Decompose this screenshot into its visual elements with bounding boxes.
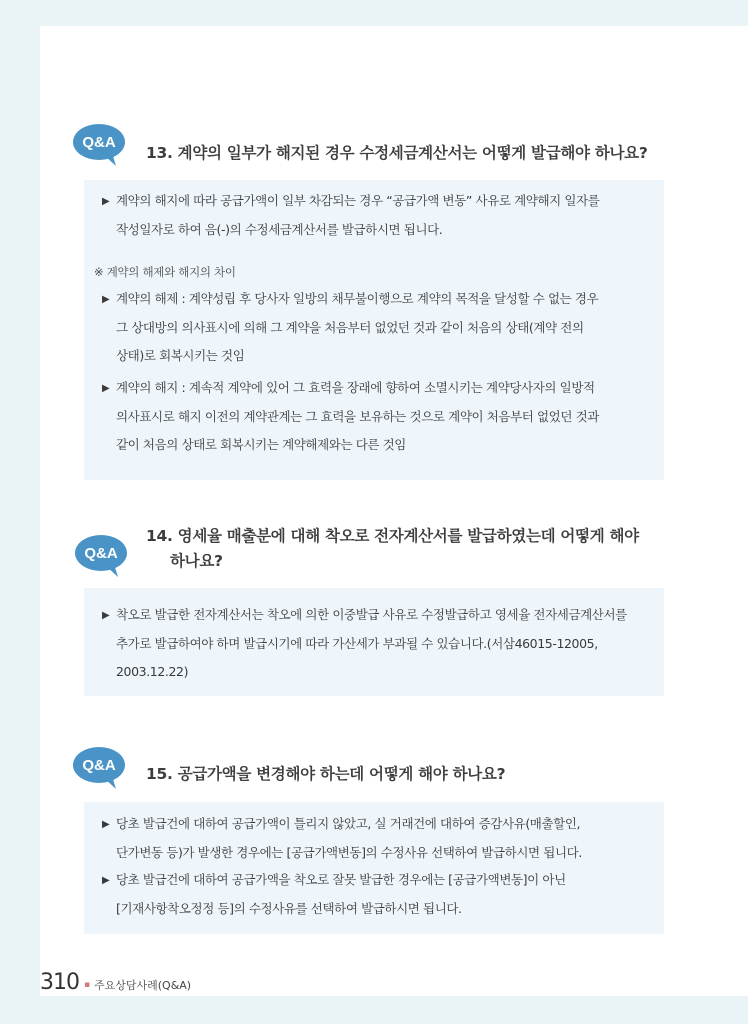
- triangle-bullet-icon: ▶: [102, 875, 110, 886]
- qa-badge-label: Q&A: [82, 134, 116, 151]
- triangle-bullet-icon: ▶: [102, 196, 110, 207]
- answer-15-paragraph-2: ▶ 당초 발급건에 대하여 공급가액을 착오로 잘못 발급한 경우에는 [공급가액변동]이 아닌 [기재사항착오정정 등]의 수정사유를 선택하여 발급하시면 됩니다.: [102, 866, 657, 923]
- triangle-bullet-icon: ▶: [102, 383, 110, 394]
- page-number: 310: [40, 970, 79, 995]
- qa-badge-label: Q&A: [84, 545, 118, 562]
- footer-section-title: 주요상담사례(Q&A): [94, 979, 192, 992]
- question-title-13: 13. 계약의 일부가 해지된 경우 수정세금계산서는 어떻게 발급해야 하나요?: [146, 144, 648, 162]
- qa-badge-speech-bubble-icon: [72, 745, 130, 787]
- qa-badge-label: Q&A: [82, 757, 116, 774]
- triangle-bullet-icon: ▶: [102, 819, 110, 830]
- note-heading: ※ 계약의 해제와 해지의 차이: [94, 265, 236, 279]
- qa-badge-speech-bubble-icon: [74, 533, 132, 575]
- answer-13-paragraph-2: ▶ 계약의 해제 : 계약성립 후 당사자 일방의 채무불이행으로 계약의 목적을 달성할 수 없는 경우 그 상대방의 의사표시에 의해 그 계약을 처음부터 없었던 것과 같이 처음의 상태(계약 전의 상태)로 회복시키는 것임: [102, 285, 657, 370]
- answer-14-paragraph-1: ▶ 착오로 발급한 전자계산서는 착오에 의한 이중발급 사유로 수정발급하고 영세율 전자세금계산서를 추가로 발급하여야 하며 발급시기에 따라 가산세가 부과될 수 있습니다.(서삼46015-12005, 2003.12.22): [102, 601, 657, 686]
- answer-13-paragraph-1: ▶ 계약의 해지에 따라 공급가액이 일부 차감되는 경우 “공급가액 변동” 사유로 계약해지 일자를 작성일자로 하여 음(-)의 수정세금계산서를 발급하시면 됩니다.: [102, 187, 657, 244]
- qa-badge-speech-bubble-icon: [72, 122, 130, 164]
- answer-15-paragraph-1: ▶ 당초 발급건에 대하여 공급가액이 틀리지 않았고, 실 거래건에 대하여 증감사유(매출할인, 단가변동 등)가 발생한 경우에는 [공급가액변동]의 수정사유 선택하여 발급하시면 됩니다.: [102, 810, 657, 867]
- footer-bullet-icon: ▪: [84, 980, 91, 990]
- bottom-band: [0, 996, 748, 1024]
- triangle-bullet-icon: ▶: [102, 610, 110, 621]
- answer-13-paragraph-3: ▶ 계약의 해지 : 계속적 계약에 있어 그 효력을 장래에 향하여 소멸시키는 계약당사자의 일방적 의사표시로 해지 이전의 계약관계는 그 효력을 보유하는 것으로 계약이 처음부터 없었던 것과 같이 처음의 상태로 회복시키는 계약해제와는 다른 것임: [102, 374, 657, 459]
- triangle-bullet-icon: ▶: [102, 294, 110, 305]
- question-title-15: 15. 공급가액을 변경해야 하는데 어떻게 해야 하나요?: [146, 765, 506, 783]
- question-title-14: 14. 영세율 매출분에 대해 착오로 전자계산서를 발급하였는데 어떻게 해야 하나요?: [146, 527, 639, 570]
